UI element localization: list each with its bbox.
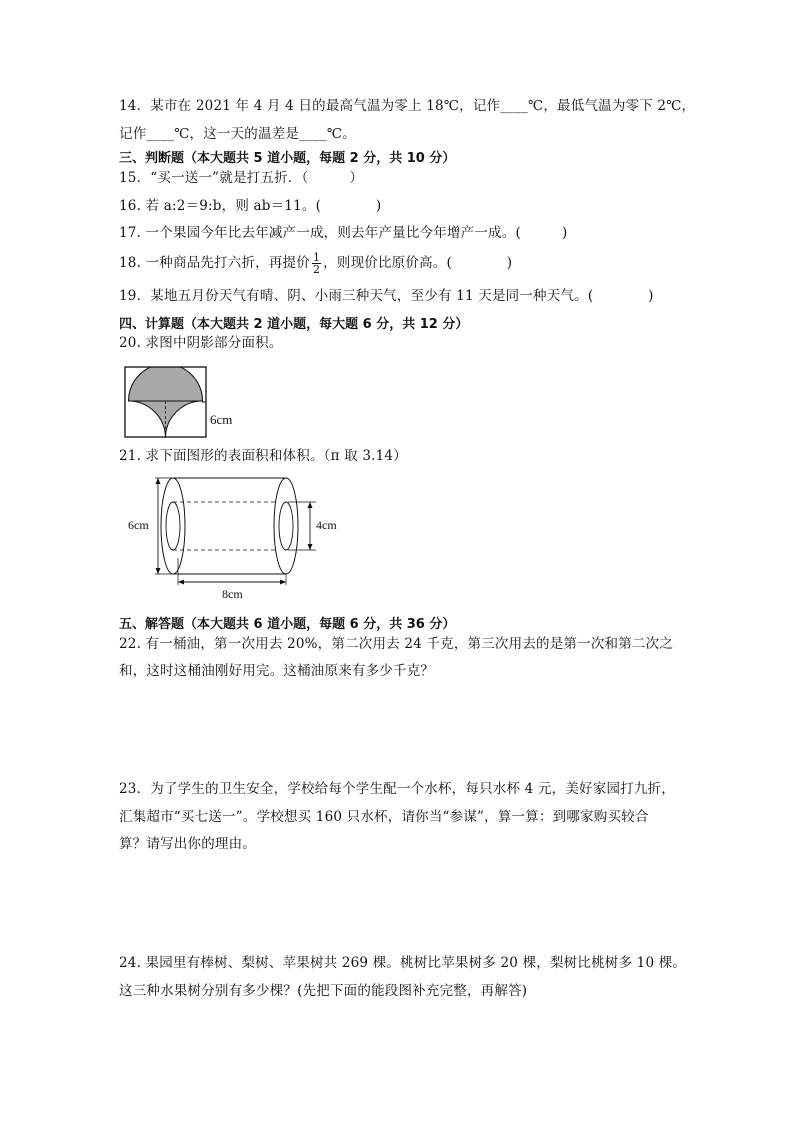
question-19: 19．某地五月份天气有晴、阴、小雨三种天气，至少有 11 天是同一种天气。( ): [119, 288, 654, 304]
question-23-line-2: 汇集超市“买七送一”。学校想买 160 只水杯，请你当“参谋”，算一算：到哪家购买较合: [119, 809, 649, 825]
fraction-denominator: 2: [312, 263, 321, 276]
upper-semicircle-shaded: [129, 364, 203, 401]
question-23-line-3: 算？请写出你的理由。: [119, 836, 256, 852]
question-14-line-2: 记作____℃，这一天的温差是____℃。: [119, 126, 356, 142]
shaded-area-figure: [118, 362, 248, 442]
question-18-text-before: 18. 一种商品先打六折，再提价: [119, 255, 310, 271]
height-label-6cm: 6cm: [128, 518, 149, 532]
question-22-line-1: 22. 有一桶油，第一次用去 20%，第二次用去 24 千克，第三次用去的是第一次和第二次之: [119, 636, 674, 652]
inner-diameter-label-4cm: 4cm: [316, 518, 337, 532]
left-outer-ellipse: [161, 478, 185, 574]
section-3-title: 三、判断题（本大题共 5 道小题，每题 2 分，共 10 分）: [119, 151, 456, 166]
question-17: 17. 一个果园今年比去年减产一成，则去年产量比今年增产一成。( ): [119, 225, 568, 241]
section-4-title: 四、计算题（本大题共 2 道小题，每大题 6 分，共 12 分）: [119, 317, 469, 332]
question-20: 20. 求图中阴影部分面积。: [119, 335, 283, 351]
question-14-line-1: 14．某市在 2021 年 4 月 4 日的最高气温为零上 18℃，记作____℃，最低气温为零下 2℃，: [119, 98, 696, 114]
question-18: [119, 252, 512, 275]
hollow-cylinder-figure: [120, 474, 350, 602]
question-23-line-1: 23．为了学生的卫生安全，学校给每个学生配一个水杯，每只水杯 4 元，美好家园打九折，: [119, 781, 675, 797]
question-21: 21. 求下面图形的表面积和体积。（π 取 3.14）: [119, 448, 407, 464]
length-label-8cm: 8cm: [222, 587, 243, 601]
fraction-numerator: 1: [312, 251, 321, 264]
dimension-label-6cm: 6cm: [210, 412, 233, 427]
question-18-text-after: ，则现价比原价高。( ): [323, 255, 513, 271]
section-5-title: 五、解答题（本大题共 6 道小题，每题 6 分，共 36 分）: [119, 617, 456, 632]
right-inner-ellipse: [279, 502, 293, 550]
fraction-one-half: [312, 252, 321, 275]
question-22-line-2: 和，这时这桶油刚好用完。这桶油原来有多少千克？: [119, 663, 435, 679]
question-16: 16. 若 a:2＝9:b，则 ab＝11。( ): [119, 198, 382, 214]
question-24-line-1: 24. 果园里有棒树、梨树、苹果树共 269 棵。桃树比苹果树多 20 棵，梨树比桃树多 10 棵。: [119, 955, 687, 971]
question-24-line-2: 这三种水果树分别有多少棵？(先把下面的能段图补充完整，再解答): [119, 983, 528, 999]
question-15: 15．“买一送一”就是打五折．（ ）: [119, 170, 364, 186]
